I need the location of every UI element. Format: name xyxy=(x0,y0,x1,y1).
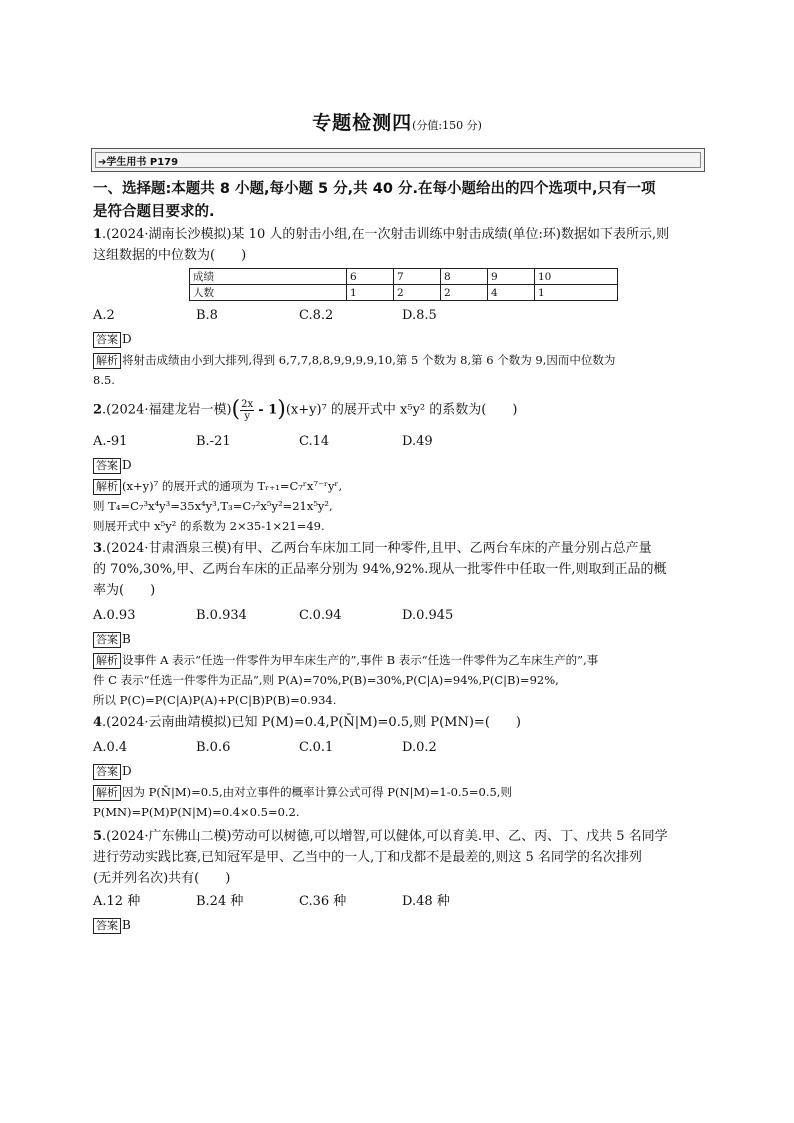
reference-banner xyxy=(91,148,705,172)
option-a: A.-91 xyxy=(93,433,128,449)
answer-value: B xyxy=(122,631,131,646)
option-c: C.0.1 xyxy=(299,739,334,755)
question-5-stem xyxy=(93,826,705,889)
question-2 xyxy=(93,396,705,536)
right-paren: ) xyxy=(277,397,286,422)
page-header xyxy=(0,108,794,135)
answer-value: B xyxy=(122,917,131,932)
solution-tag: 解析 xyxy=(93,653,121,669)
solution-line: 所以 P(C)=P(C|A)P(A)+P(C|B)P(B)=0.934. xyxy=(93,692,337,707)
answer-line xyxy=(93,629,705,649)
page-title: 专题检测四 xyxy=(312,112,413,134)
options xyxy=(93,605,705,626)
section-heading xyxy=(93,178,705,224)
option-c: C.8.2 xyxy=(299,308,334,323)
option-b: B.0.934 xyxy=(196,607,247,623)
solution-line: 8.5. xyxy=(93,373,115,387)
option-b: B.24 种 xyxy=(196,893,244,909)
options xyxy=(93,737,705,758)
answer-tag: 答案 xyxy=(93,918,121,934)
options xyxy=(93,305,705,326)
option-c: C.36 种 xyxy=(299,893,347,909)
solution-line: 因为 P(N̄|M)=0.5,由对立事件的概率计算公式可得 P(N|M)=1-0.5=0.5,则 xyxy=(122,784,512,799)
question-number: 3 xyxy=(93,540,103,556)
table-row xyxy=(190,285,618,301)
solution-line: 将射击成绩由小到大排列,得到 6,7,7,8,8,9,9,9,9,10,第 5 个数为 8,第 6 个数为 9,因而中位数为 xyxy=(122,353,616,367)
fraction-numerator: 2x xyxy=(241,398,254,410)
solution xyxy=(93,476,705,536)
option-a: A.0.93 xyxy=(93,607,136,623)
stem-line: .(2024·湖南长沙模拟)某 10 人的射击小组,在一次射击训练中射击成绩(单位:环)数据如下表所示,则 xyxy=(102,227,670,242)
banner-label: 学生用书 P179 xyxy=(106,157,179,168)
section-heading-line1: 一、选择题:本题共 8 小题,每小题 5 分,共 40 分.在每小题给出的四个选项中,只有一项 xyxy=(93,181,656,197)
answer-line xyxy=(93,455,705,475)
question-3-stem xyxy=(93,538,705,601)
option-d: D.48 种 xyxy=(402,893,450,909)
solution-line: P(MN)=P(M)P(N|M)=0.4×0.5=0.2. xyxy=(93,804,300,819)
question-2-stem xyxy=(93,396,705,425)
solution-line: 则 T₄=C₇³x⁴y³=35x⁴y³,T₃=C₇²x⁵y²=21x⁵y², xyxy=(93,498,333,513)
minus-one: - 1 xyxy=(258,402,278,418)
question-1 xyxy=(93,224,705,390)
solution-tag: 解析 xyxy=(93,479,121,495)
fraction-denominator: y xyxy=(244,410,250,422)
question-number: 2 xyxy=(93,402,103,418)
table-cell: 10 xyxy=(535,269,618,285)
stem-line: (无并列名次)共有( ) xyxy=(93,870,231,886)
table-cell: 2 xyxy=(441,285,488,301)
question-5 xyxy=(93,826,705,935)
answer-value: D xyxy=(122,332,132,346)
table-cell: 2 xyxy=(394,285,441,301)
book-page-reference xyxy=(98,153,178,168)
table-cell: 7 xyxy=(394,269,441,285)
option-b: B.0.6 xyxy=(196,739,231,755)
fraction xyxy=(240,399,254,422)
option-d: D.49 xyxy=(402,433,433,449)
table-cell: 9 xyxy=(488,269,535,285)
table-cell: 成绩 xyxy=(190,269,347,285)
solution xyxy=(93,350,705,390)
question-list xyxy=(93,178,705,935)
answer-line xyxy=(93,761,705,781)
answer-tag: 答案 xyxy=(93,458,121,474)
answer-value: D xyxy=(122,457,132,472)
option-a: A.2 xyxy=(93,308,115,323)
table-cell: 4 xyxy=(488,285,535,301)
answer-line xyxy=(93,329,705,349)
answer-line xyxy=(93,915,705,935)
option-a: A.12 种 xyxy=(93,893,141,909)
stem-line: .(2024·云南曲靖模拟)已知 P(M)=0.4,P(N̄|M)=0.5,则 P(MN)=( ) xyxy=(102,714,521,730)
stem-line: 这组数据的中位数为( ) xyxy=(93,248,247,263)
stem-text: .(2024·福建龙岩一模) xyxy=(102,402,232,418)
stem-line: 率为( ) xyxy=(93,582,156,598)
solution-line: (x+y)⁷ 的展开式的通项为 Tᵣ₊₁=C₇ʳx⁷⁻ʳyʳ, xyxy=(122,478,343,493)
question-4 xyxy=(93,712,705,822)
score-note: (分值:150 分) xyxy=(412,119,482,132)
options xyxy=(93,891,705,912)
answer-tag: 答案 xyxy=(93,632,121,648)
answer-value: D xyxy=(122,763,132,778)
stem-line: 的 70%,30%,甲、乙两台车床的正品率分别为 94%,92%.现从一批零件中任取一件,则取到正品的概 xyxy=(93,561,667,577)
table-row xyxy=(190,269,618,285)
options xyxy=(93,431,705,452)
solution-tag: 解析 xyxy=(93,785,121,801)
question-4-stem xyxy=(93,712,705,733)
table-cell: 人数 xyxy=(190,285,347,301)
left-paren: ( xyxy=(231,397,241,422)
option-c: C.14 xyxy=(299,433,330,449)
stem-line: .(2024·甘肃酒泉三模)有甲、乙两台车床加工同一种零件,且甲、乙两台车床的产量分别占总产量 xyxy=(102,540,652,556)
option-d: D.8.5 xyxy=(402,308,437,323)
section-heading-line2: 是符合题目要求的. xyxy=(93,204,215,220)
stem-line: 进行劳动实践比赛,已知冠军是甲、乙当中的一人,丁和戊都不是最差的,则这 5 名同学的名次排列 xyxy=(93,849,642,865)
table-cell: 6 xyxy=(347,269,394,285)
answer-tag: 答案 xyxy=(93,332,121,348)
question-number: 1 xyxy=(93,227,103,242)
banner-frame xyxy=(95,152,701,168)
table-cell: 8 xyxy=(441,269,488,285)
question-3 xyxy=(93,538,705,710)
solution-line: 则展开式中 x⁵y² 的系数为 2×35-1×21=49. xyxy=(93,518,325,533)
option-d: D.0.945 xyxy=(402,607,454,623)
solution-tag: 解析 xyxy=(93,353,121,369)
stem-text: (x+y)⁷ 的展开式中 x⁵y² 的系数为( ) xyxy=(285,402,518,418)
arrow-icon: ➔ xyxy=(98,157,107,168)
solution-line: 件 C 表示“任选一件零件为正品”,则 P(A)=70%,P(B)=30%,P(C|A)=94%,P(C|B)=92%, xyxy=(93,672,559,687)
option-b: B.8 xyxy=(196,308,218,323)
stem-line: .(2024·广东佛山二模)劳动可以树德,可以增智,可以健体,可以育美.甲、乙、丙、丁、戊共 5 名同学 xyxy=(102,828,668,844)
score-table xyxy=(189,268,618,301)
option-d: D.0.2 xyxy=(402,739,437,755)
option-b: B.-21 xyxy=(196,433,231,449)
question-number: 5 xyxy=(93,828,103,844)
table-cell: 1 xyxy=(535,285,618,301)
solution-line: 设事件 A 表示“任选一件零件为甲车床生产的”,事件 B 表示“任选一件零件为乙车床生产的”,事 xyxy=(122,652,599,667)
solution xyxy=(93,650,705,710)
option-c: C.0.94 xyxy=(299,607,342,623)
answer-tag: 答案 xyxy=(93,764,121,780)
question-number: 4 xyxy=(93,714,103,730)
option-a: A.0.4 xyxy=(93,739,128,755)
question-1-stem xyxy=(93,224,705,266)
solution xyxy=(93,782,705,822)
table-cell: 1 xyxy=(347,285,394,301)
